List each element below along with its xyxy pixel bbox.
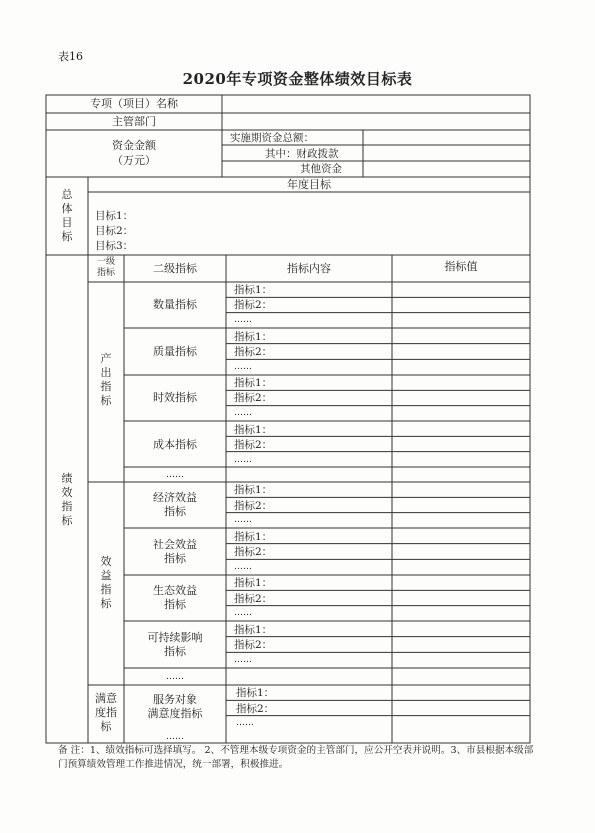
indicator-item: 指标2： [234, 639, 273, 651]
other-fund-label: 其他资金 [300, 163, 342, 175]
total-fund-label: 实施期资金总额： [230, 132, 314, 144]
group-benefit-label: 效益指标 [100, 555, 112, 610]
indicator-item: …… [234, 655, 252, 665]
group-benefit-more: …… [166, 672, 184, 682]
sub-sustainable-label: 可持续影响 指标 [147, 631, 203, 658]
other-fund-input[interactable] [364, 162, 529, 176]
group-satisfaction-more: …… [166, 732, 184, 742]
sub-cost-label: 成本指标 [153, 438, 197, 451]
sub-social-label: 社会效益 指标 [153, 538, 197, 565]
indicator-item: 指标2： [236, 703, 275, 715]
project-name-input[interactable] [223, 96, 529, 112]
goal-1: 目标1： [95, 210, 134, 222]
indicator-item: …… [234, 315, 252, 325]
goal-3: 目标3： [95, 240, 134, 252]
table-number: 表16 [58, 50, 83, 63]
overall-goal-side-label: 总体目标 [61, 188, 73, 243]
indicator-item: 指标1： [234, 424, 273, 436]
group-satisfaction-label: 满意 度指 标 [95, 692, 117, 733]
dept-label: 主管部门 [112, 115, 156, 128]
group-output-more: …… [166, 470, 184, 480]
indicator-item: 指标1： [234, 331, 273, 343]
total-fund-input[interactable] [364, 131, 529, 144]
indicator-item: 指标1： [234, 484, 273, 496]
col-level1-header: 一级指标 [96, 257, 115, 278]
page-title: 2020年专项资金整体绩效目标表 [182, 70, 413, 88]
indicator-item: …… [234, 455, 252, 465]
fund-label: 资金金额 [112, 139, 156, 152]
indicator-item: 指标1： [234, 624, 273, 636]
indicator-item: 指标1： [234, 577, 273, 589]
indicator-item: 指标1： [234, 531, 273, 543]
indicator-item: …… [234, 515, 252, 525]
indicator-item: 指标2： [234, 346, 273, 358]
sub-economic-label: 经济效益 指标 [153, 491, 197, 518]
indicator-item: …… [234, 362, 252, 372]
indicator-item: …… [234, 562, 252, 572]
indicator-item: …… [234, 608, 252, 618]
indicator-item: 指标2： [234, 500, 273, 512]
indicator-item: …… [234, 408, 252, 418]
fund-unit-label: （万元） [112, 154, 156, 167]
sub-service-satisfaction-label: 服务对象 满意度指标 [147, 693, 203, 720]
perf-side-label: 绩效指标 [61, 472, 73, 527]
indicator-item: 指标1： [236, 687, 275, 699]
group-output-label: 产出指标 [100, 352, 112, 407]
indicator-item: 指标2： [234, 593, 273, 605]
goal-2: 目标2： [95, 225, 134, 237]
sub-ecological-label: 生态效益 指标 [153, 584, 197, 611]
indicator-item: 指标2： [234, 392, 273, 404]
indicator-item: 指标2： [234, 439, 273, 451]
sub-timeliness-label: 时效指标 [153, 391, 197, 404]
sub-quantity-label: 数量指标 [153, 298, 197, 311]
fiscal-fund-input[interactable] [364, 146, 529, 160]
col-level2-header: 二级指标 [153, 262, 197, 275]
col-value-header: 指标值 [444, 260, 478, 273]
col-content-header: 指标内容 [287, 262, 331, 275]
fiscal-fund-label: 其中：财政拨款 [265, 148, 339, 160]
footnote: 备 注：1、绩效指标可选择填写。 2、不管理本级专项资金的主管部门，应公开空表并说明。3、市县根据本级部门预算绩效管理工作推进情况，统一部署，积极推进。 [58, 745, 534, 770]
indicator-item: …… [236, 718, 254, 728]
sub-quality-label: 质量指标 [153, 345, 197, 358]
indicator-item: 指标2： [234, 546, 273, 558]
indicator-item: 指标2： [234, 299, 273, 311]
project-name-label: 专项（项目）名称 [90, 97, 178, 110]
indicator-item: 指标1： [234, 377, 273, 389]
dept-input[interactable] [223, 114, 529, 129]
year-goal-label: 年度目标 [287, 178, 331, 191]
indicator-item: 指标1： [234, 284, 273, 296]
